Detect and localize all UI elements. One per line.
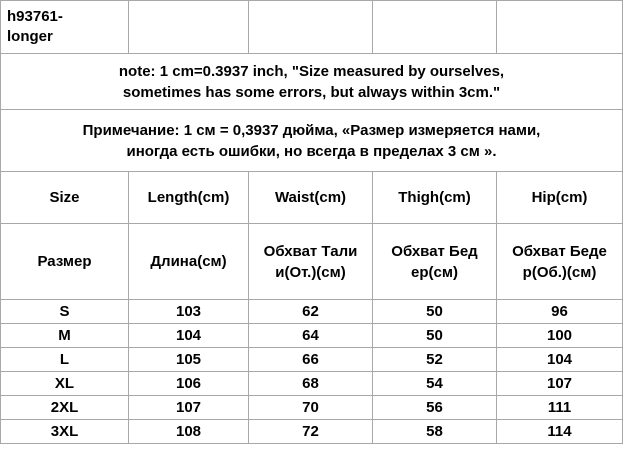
header-ru-thigh-line-1: Обхват Бед	[391, 242, 478, 260]
size-cell: L	[1, 348, 129, 372]
header-ru-thigh	[373, 224, 497, 300]
header-hip: Hip(cm)	[497, 172, 623, 224]
table-row	[1, 300, 623, 324]
thigh-cell: 54	[373, 372, 497, 396]
product-code-line-1: h93761-	[7, 8, 63, 25]
product-code-cell	[1, 1, 129, 54]
length-cell: 105	[129, 348, 249, 372]
hip-cell: 111	[497, 396, 623, 420]
empty-cell	[249, 1, 373, 54]
note-en-row	[1, 54, 623, 110]
thigh-cell: 50	[373, 300, 497, 324]
thigh-cell: 52	[373, 348, 497, 372]
waist-cell: 70	[249, 396, 373, 420]
length-cell: 104	[129, 324, 249, 348]
size-cell: 3XL	[1, 420, 129, 444]
table-row	[1, 396, 623, 420]
header-waist: Waist(cm)	[249, 172, 373, 224]
header-ru-waist-line-1: Обхват Тали	[263, 242, 358, 260]
size-cell: 2XL	[1, 396, 129, 420]
note-en-line-2: sometimes has some errors, but always within 3cm."	[122, 83, 501, 101]
hip-cell: 107	[497, 372, 623, 396]
header-ru-hip	[497, 224, 623, 300]
header-size: Size	[1, 172, 129, 224]
header-ru-size-line-1: Размер	[37, 253, 92, 270]
header-ru-waist-line-2: и(От.)(см)	[275, 263, 346, 281]
empty-cell	[497, 1, 623, 54]
size-cell: XL	[1, 372, 129, 396]
note-en-cell	[1, 54, 623, 110]
note-ru-line-1: Примечание: 1 см = 0,3937 дюйма, «Размер измеряется нами,	[82, 121, 541, 139]
hip-cell: 114	[497, 420, 623, 444]
header-ru-length	[129, 224, 249, 300]
hip-cell: 104	[497, 348, 623, 372]
header-ru-thigh-line-2: ер(см)	[411, 263, 458, 281]
note-ru-cell	[1, 110, 623, 172]
thigh-cell: 50	[373, 324, 497, 348]
empty-cell	[129, 1, 249, 54]
hip-cell: 100	[497, 324, 623, 348]
length-cell: 108	[129, 420, 249, 444]
header-ru-hip-line-1: Обхват Беде	[512, 242, 607, 260]
length-cell: 106	[129, 372, 249, 396]
empty-cell	[373, 1, 497, 54]
header-ru-size	[1, 224, 129, 300]
header-ru-length-line-1: Длина(см)	[150, 253, 227, 270]
table-row	[1, 372, 623, 396]
length-cell: 107	[129, 396, 249, 420]
waist-cell: 72	[249, 420, 373, 444]
waist-cell: 68	[249, 372, 373, 396]
header-ru-hip-line-2: р(Об.)(см)	[522, 263, 597, 281]
waist-cell: 66	[249, 348, 373, 372]
note-ru-row	[1, 110, 623, 172]
thigh-cell: 58	[373, 420, 497, 444]
thigh-cell: 56	[373, 396, 497, 420]
length-cell: 103	[129, 300, 249, 324]
header-ru-waist	[249, 224, 373, 300]
header-ru-row	[1, 224, 623, 300]
table-row	[1, 348, 623, 372]
product-code-row	[1, 1, 623, 54]
header-thigh: Thigh(cm)	[373, 172, 497, 224]
waist-cell: 64	[249, 324, 373, 348]
note-en-line-1: note: 1 cm=0.3937 inch, "Size measured by ourselves,	[118, 62, 505, 80]
table-row	[1, 324, 623, 348]
hip-cell: 96	[497, 300, 623, 324]
note-ru-line-2: иногда есть ошибки, но всегда в пределах 3 см ».	[126, 142, 497, 160]
product-code-line-2: longer	[7, 28, 53, 45]
waist-cell: 62	[249, 300, 373, 324]
header-en-row	[1, 172, 623, 224]
header-length: Length(cm)	[129, 172, 249, 224]
table-row	[1, 420, 623, 444]
size-cell: M	[1, 324, 129, 348]
size-cell: S	[1, 300, 129, 324]
